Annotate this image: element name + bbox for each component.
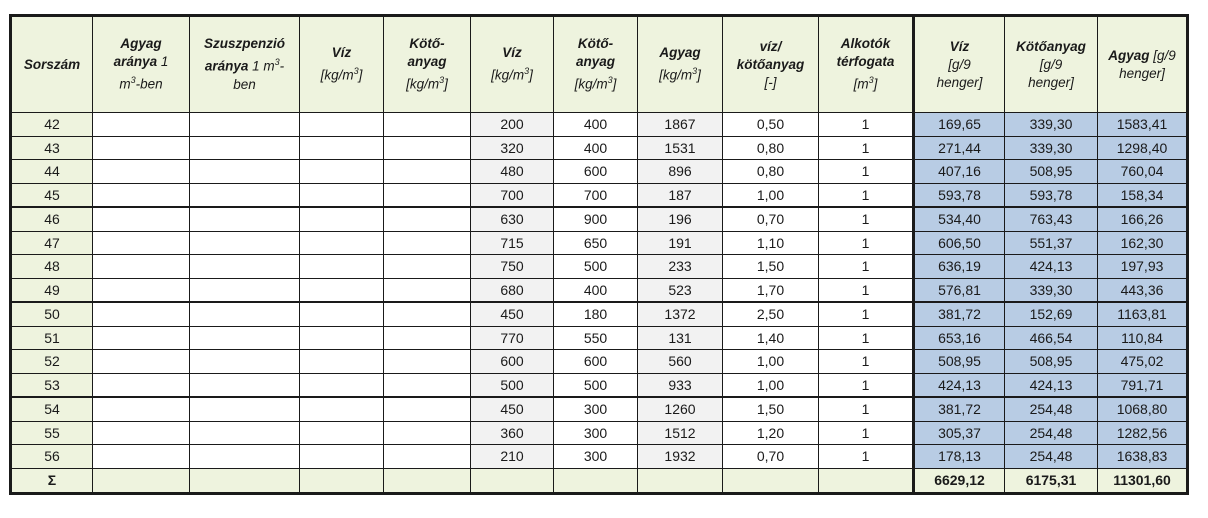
sum-empty xyxy=(638,468,723,493)
cell-kotoanyag-g: 424,13 xyxy=(1005,255,1098,279)
cell-viz-g: 508,95 xyxy=(914,350,1005,374)
cell-kotoanyag: 600 xyxy=(554,350,638,374)
header-kotoanyag-kg: Kötő- anyag $[kg/m^3]$ xyxy=(384,16,471,113)
cell-sorszam: 50 xyxy=(11,302,93,326)
cell-viz-kotoanyag: 0,50 xyxy=(723,113,819,137)
header-row xyxy=(11,16,1188,113)
cell-agyag-g: 1282,56 xyxy=(1098,421,1188,445)
cell-kotoanyag-kg xyxy=(384,445,471,469)
cell-viz-kg xyxy=(300,255,384,279)
cell-sorszam: 49 xyxy=(11,278,93,302)
sum-viz-g: 6629,12 xyxy=(914,468,1005,493)
cell-viz-kotoanyag: 0,70 xyxy=(723,207,819,231)
cell-agyag: 896 xyxy=(638,160,723,184)
table-body xyxy=(11,113,1188,494)
table-row xyxy=(11,302,1188,326)
cell-viz-g: 593,78 xyxy=(914,183,1005,207)
cell-agyag: 1260 xyxy=(638,397,723,421)
sum-empty xyxy=(471,468,554,493)
cell-viz: 210 xyxy=(471,445,554,469)
cell-szuszpenzio-aranya xyxy=(190,113,300,137)
sum-empty xyxy=(384,468,471,493)
table-row xyxy=(11,136,1188,160)
cell-agyag: 131 xyxy=(638,326,723,350)
cell-agyag: 1512 xyxy=(638,421,723,445)
cell-viz: 450 xyxy=(471,397,554,421)
cell-agyag-aranya xyxy=(93,278,190,302)
header-kotoanyag-g: Kötőanyag [g/9 henger] xyxy=(1005,16,1098,113)
cell-agyag-aranya xyxy=(93,255,190,279)
cell-szuszpenzio-aranya xyxy=(190,397,300,421)
cell-kotoanyag-kg xyxy=(384,350,471,374)
cell-kotoanyag-kg xyxy=(384,278,471,302)
header-agyag-kg: Agyag $[kg/m^3]$ xyxy=(638,16,723,113)
cell-agyag-g: 1163,81 xyxy=(1098,302,1188,326)
cell-kotoanyag-kg xyxy=(384,373,471,397)
header-sorszam: Sorszám xyxy=(11,16,93,113)
cell-agyag-g: 1583,41 xyxy=(1098,113,1188,137)
cell-sorszam: 47 xyxy=(11,231,93,255)
cell-kotoanyag: 400 xyxy=(554,136,638,160)
cell-sorszam: 53 xyxy=(11,373,93,397)
cell-viz-kotoanyag: 2,50 xyxy=(723,302,819,326)
sum-empty xyxy=(93,468,190,493)
header-alkotok-terfogata: Alkotók térfogata $[m^3]$ xyxy=(819,16,914,113)
cell-viz-kotoanyag: 1,50 xyxy=(723,397,819,421)
cell-szuszpenzio-aranya xyxy=(190,160,300,184)
cell-viz: 450 xyxy=(471,302,554,326)
table-row xyxy=(11,445,1188,469)
cell-viz-kotoanyag: 0,70 xyxy=(723,445,819,469)
cell-viz-g: 576,81 xyxy=(914,278,1005,302)
cell-terfogat: 1 xyxy=(819,113,914,137)
cell-viz-kg xyxy=(300,278,384,302)
cell-szuszpenzio-aranya xyxy=(190,183,300,207)
header-viz-kg: Víz $[kg/m^3]$ xyxy=(300,16,384,113)
cell-viz-g: 381,72 xyxy=(914,302,1005,326)
cell-viz-g: 407,16 xyxy=(914,160,1005,184)
cell-sorszam: 56 xyxy=(11,445,93,469)
cell-terfogat: 1 xyxy=(819,421,914,445)
cell-viz-g: 653,16 xyxy=(914,326,1005,350)
cell-viz-kotoanyag: 1,10 xyxy=(723,231,819,255)
cell-viz-kotoanyag: 1,70 xyxy=(723,278,819,302)
cell-terfogat: 1 xyxy=(819,350,914,374)
cell-viz-kotoanyag: 1,00 xyxy=(723,183,819,207)
cell-agyag-g: 197,93 xyxy=(1098,255,1188,279)
table-row xyxy=(11,278,1188,302)
cell-viz: 630 xyxy=(471,207,554,231)
cell-agyag-aranya xyxy=(93,302,190,326)
cell-kotoanyag-kg xyxy=(384,421,471,445)
table-row xyxy=(11,113,1188,137)
cell-viz-kg xyxy=(300,397,384,421)
cell-viz-kg xyxy=(300,207,384,231)
cell-viz: 680 xyxy=(471,278,554,302)
cell-viz-g: 606,50 xyxy=(914,231,1005,255)
cell-szuszpenzio-aranya xyxy=(190,421,300,445)
cell-viz-kg xyxy=(300,183,384,207)
cell-terfogat: 1 xyxy=(819,278,914,302)
cell-kotoanyag-kg xyxy=(384,231,471,255)
cell-terfogat: 1 xyxy=(819,136,914,160)
cell-agyag: 1932 xyxy=(638,445,723,469)
cell-kotoanyag: 650 xyxy=(554,231,638,255)
cell-viz-kotoanyag: 1,50 xyxy=(723,255,819,279)
cell-agyag-g: 443,36 xyxy=(1098,278,1188,302)
cell-viz-kotoanyag: 1,00 xyxy=(723,373,819,397)
cell-terfogat: 1 xyxy=(819,183,914,207)
table-row xyxy=(11,397,1188,421)
cell-viz-kotoanyag: 1,20 xyxy=(723,421,819,445)
header-agyag-g: Agyag [g/9 henger] xyxy=(1098,16,1188,113)
cell-terfogat: 1 xyxy=(819,160,914,184)
cell-viz: 600 xyxy=(471,350,554,374)
cell-viz: 360 xyxy=(471,421,554,445)
cell-agyag: 233 xyxy=(638,255,723,279)
cell-viz-kg xyxy=(300,302,384,326)
cell-kotoanyag-kg xyxy=(384,183,471,207)
sum-empty xyxy=(190,468,300,493)
cell-szuszpenzio-aranya xyxy=(190,255,300,279)
cell-kotoanyag-kg xyxy=(384,255,471,279)
table-row xyxy=(11,183,1188,207)
cell-kotoanyag-kg xyxy=(384,302,471,326)
cell-sorszam: 51 xyxy=(11,326,93,350)
cell-viz-kg xyxy=(300,421,384,445)
cell-agyag: 1372 xyxy=(638,302,723,326)
cell-sorszam: 45 xyxy=(11,183,93,207)
cell-kotoanyag-g: 339,30 xyxy=(1005,278,1098,302)
cell-viz: 700 xyxy=(471,183,554,207)
sum-agyag-g: 11301,60 xyxy=(1098,468,1188,493)
cell-kotoanyag: 300 xyxy=(554,421,638,445)
cell-viz: 770 xyxy=(471,326,554,350)
header-viz-kg-2: Víz $[kg/m^3]$ xyxy=(471,16,554,113)
cell-agyag-aranya xyxy=(93,160,190,184)
cell-agyag-g: 1638,83 xyxy=(1098,445,1188,469)
cell-viz-kg xyxy=(300,136,384,160)
sum-empty xyxy=(723,468,819,493)
cell-kotoanyag: 300 xyxy=(554,397,638,421)
cell-szuszpenzio-aranya xyxy=(190,445,300,469)
cell-viz-g: 178,13 xyxy=(914,445,1005,469)
cell-szuszpenzio-aranya xyxy=(190,278,300,302)
cell-agyag: 933 xyxy=(638,373,723,397)
cell-agyag-g: 1298,40 xyxy=(1098,136,1188,160)
header-kotoanyag-kg-2: Kötő- anyag $[kg/m^3]$ xyxy=(554,16,638,113)
cell-kotoanyag-kg xyxy=(384,397,471,421)
table-row xyxy=(11,160,1188,184)
cell-kotoanyag: 500 xyxy=(554,373,638,397)
cell-kotoanyag-g: 152,69 xyxy=(1005,302,1098,326)
cell-kotoanyag: 300 xyxy=(554,445,638,469)
cell-viz-g: 305,37 xyxy=(914,421,1005,445)
cell-kotoanyag: 400 xyxy=(554,278,638,302)
cell-viz: 480 xyxy=(471,160,554,184)
cell-sorszam: 44 xyxy=(11,160,93,184)
sum-kotoanyag-g: 6175,31 xyxy=(1005,468,1098,493)
cell-agyag-aranya xyxy=(93,397,190,421)
cell-viz: 750 xyxy=(471,255,554,279)
cell-kotoanyag-kg xyxy=(384,326,471,350)
cell-szuszpenzio-aranya xyxy=(190,136,300,160)
table-row xyxy=(11,255,1188,279)
cell-agyag-g: 110,84 xyxy=(1098,326,1188,350)
cell-terfogat: 1 xyxy=(819,255,914,279)
cell-kotoanyag: 180 xyxy=(554,302,638,326)
cell-viz: 500 xyxy=(471,373,554,397)
table-row xyxy=(11,350,1188,374)
cell-viz-kotoanyag: 1,40 xyxy=(723,326,819,350)
cell-agyag-g: 166,26 xyxy=(1098,207,1188,231)
cell-viz-kotoanyag: 0,80 xyxy=(723,136,819,160)
header-szuszpenzio-aranya: Szuszpenzió aránya 1 $m^3-$ ben xyxy=(190,16,300,113)
cell-agyag: 523 xyxy=(638,278,723,302)
cell-agyag-aranya xyxy=(93,373,190,397)
sum-empty xyxy=(819,468,914,493)
cell-szuszpenzio-aranya xyxy=(190,326,300,350)
table-row xyxy=(11,326,1188,350)
cell-agyag-g: 1068,80 xyxy=(1098,397,1188,421)
cell-viz-g: 636,19 xyxy=(914,255,1005,279)
cell-agyag-aranya xyxy=(93,231,190,255)
cell-kotoanyag: 900 xyxy=(554,207,638,231)
table-row xyxy=(11,231,1188,255)
cell-viz: 200 xyxy=(471,113,554,137)
cell-agyag: 1531 xyxy=(638,136,723,160)
cell-agyag-g: 162,30 xyxy=(1098,231,1188,255)
cell-viz-g: 534,40 xyxy=(914,207,1005,231)
sum-empty xyxy=(554,468,638,493)
cell-viz-g: 271,44 xyxy=(914,136,1005,160)
cell-agyag: 187 xyxy=(638,183,723,207)
sum-row xyxy=(11,468,1188,493)
cell-agyag-aranya xyxy=(93,207,190,231)
mix-design-table xyxy=(9,14,1189,495)
cell-kotoanyag-g: 254,48 xyxy=(1005,445,1098,469)
sum-label: Σ xyxy=(11,468,93,493)
cell-kotoanyag: 700 xyxy=(554,183,638,207)
cell-viz-kotoanyag: 1,00 xyxy=(723,350,819,374)
cell-viz-kg xyxy=(300,326,384,350)
cell-sorszam: 52 xyxy=(11,350,93,374)
cell-sorszam: 46 xyxy=(11,207,93,231)
cell-sorszam: 42 xyxy=(11,113,93,137)
cell-kotoanyag-kg xyxy=(384,160,471,184)
cell-kotoanyag-g: 254,48 xyxy=(1005,421,1098,445)
cell-sorszam: 55 xyxy=(11,421,93,445)
cell-kotoanyag-g: 339,30 xyxy=(1005,136,1098,160)
cell-kotoanyag-g: 254,48 xyxy=(1005,397,1098,421)
cell-viz-kg xyxy=(300,113,384,137)
cell-terfogat: 1 xyxy=(819,373,914,397)
cell-agyag: 196 xyxy=(638,207,723,231)
cell-agyag-aranya xyxy=(93,350,190,374)
cell-agyag-aranya xyxy=(93,326,190,350)
cell-agyag-g: 158,34 xyxy=(1098,183,1188,207)
table-row xyxy=(11,373,1188,397)
cell-kotoanyag: 600 xyxy=(554,160,638,184)
cell-kotoanyag-kg xyxy=(384,113,471,137)
table-row xyxy=(11,207,1188,231)
cell-kotoanyag: 400 xyxy=(554,113,638,137)
cell-agyag: 191 xyxy=(638,231,723,255)
cell-szuszpenzio-aranya xyxy=(190,231,300,255)
cell-viz: 715 xyxy=(471,231,554,255)
cell-agyag-aranya xyxy=(93,136,190,160)
cell-szuszpenzio-aranya xyxy=(190,302,300,326)
cell-agyag-aranya xyxy=(93,421,190,445)
cell-agyag-g: 475,02 xyxy=(1098,350,1188,374)
cell-kotoanyag-g: 424,13 xyxy=(1005,373,1098,397)
cell-viz-kg xyxy=(300,445,384,469)
cell-kotoanyag-g: 466,54 xyxy=(1005,326,1098,350)
cell-viz-kg xyxy=(300,373,384,397)
cell-kotoanyag-g: 551,37 xyxy=(1005,231,1098,255)
table-container xyxy=(9,14,1189,495)
cell-viz-kg xyxy=(300,160,384,184)
cell-terfogat: 1 xyxy=(819,302,914,326)
cell-sorszam: 48 xyxy=(11,255,93,279)
cell-terfogat: 1 xyxy=(819,231,914,255)
cell-kotoanyag-g: 339,30 xyxy=(1005,113,1098,137)
cell-agyag: 560 xyxy=(638,350,723,374)
cell-kotoanyag-g: 593,78 xyxy=(1005,183,1098,207)
cell-terfogat: 1 xyxy=(819,326,914,350)
header-viz-kotoanyag: víz/ kötőanyag [-] xyxy=(723,16,819,113)
cell-viz-kotoanyag: 0,80 xyxy=(723,160,819,184)
sum-empty xyxy=(300,468,384,493)
cell-viz-kg xyxy=(300,231,384,255)
cell-szuszpenzio-aranya xyxy=(190,207,300,231)
table-row xyxy=(11,421,1188,445)
cell-agyag-g: 760,04 xyxy=(1098,160,1188,184)
cell-viz-g: 381,72 xyxy=(914,397,1005,421)
cell-kotoanyag-g: 508,95 xyxy=(1005,350,1098,374)
cell-kotoanyag-g: 763,43 xyxy=(1005,207,1098,231)
cell-sorszam: 43 xyxy=(11,136,93,160)
cell-agyag-g: 791,71 xyxy=(1098,373,1188,397)
header-viz-g: Víz [g/9 henger] xyxy=(914,16,1005,113)
cell-szuszpenzio-aranya xyxy=(190,373,300,397)
cell-agyag-aranya xyxy=(93,113,190,137)
cell-terfogat: 1 xyxy=(819,445,914,469)
cell-viz-kg xyxy=(300,350,384,374)
cell-kotoanyag: 550 xyxy=(554,326,638,350)
cell-agyag-aranya xyxy=(93,183,190,207)
header-agyag-aranya: Agyag aránya 1 $m^3$-ben xyxy=(93,16,190,113)
cell-kotoanyag-g: 508,95 xyxy=(1005,160,1098,184)
cell-kotoanyag: 500 xyxy=(554,255,638,279)
cell-viz-g: 169,65 xyxy=(914,113,1005,137)
cell-sorszam: 54 xyxy=(11,397,93,421)
cell-viz-g: 424,13 xyxy=(914,373,1005,397)
cell-szuszpenzio-aranya xyxy=(190,350,300,374)
cell-agyag: 1867 xyxy=(638,113,723,137)
cell-viz: 320 xyxy=(471,136,554,160)
cell-terfogat: 1 xyxy=(819,207,914,231)
cell-agyag-aranya xyxy=(93,445,190,469)
cell-kotoanyag-kg xyxy=(384,136,471,160)
cell-kotoanyag-kg xyxy=(384,207,471,231)
cell-terfogat: 1 xyxy=(819,397,914,421)
